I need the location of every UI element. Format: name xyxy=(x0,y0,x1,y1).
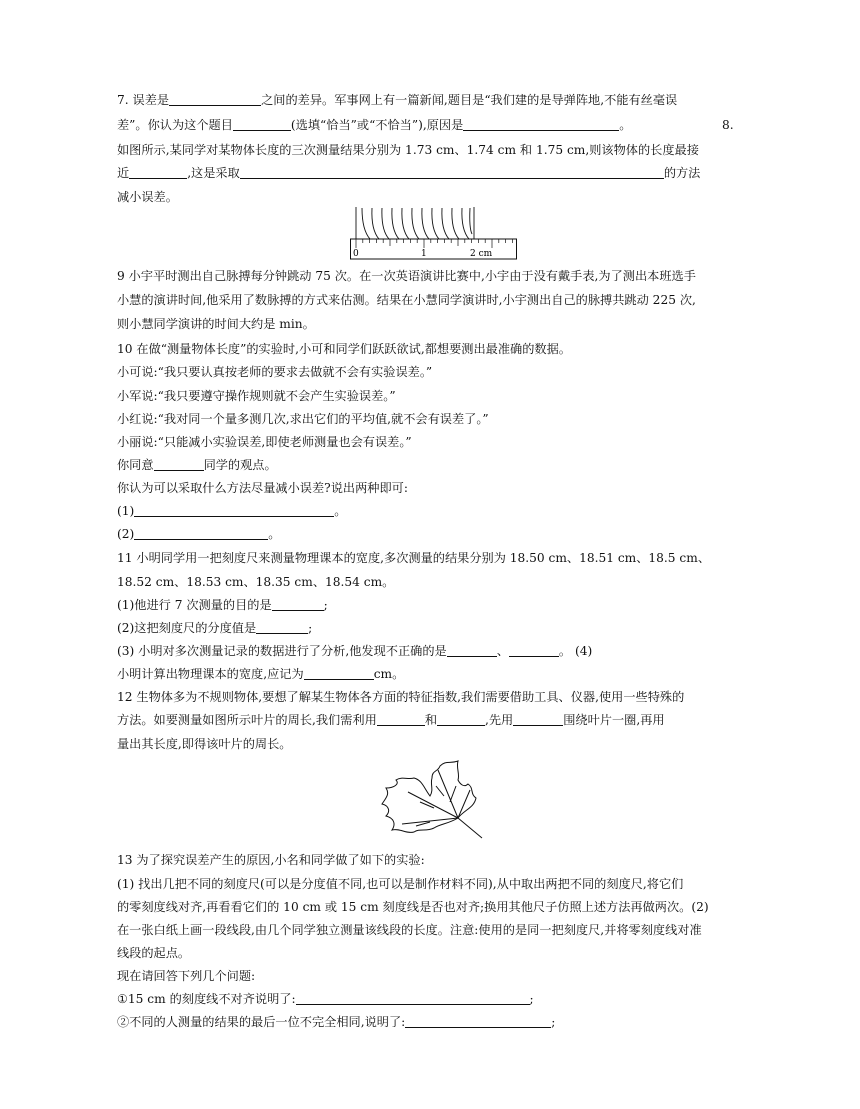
answer-blank[interactable] xyxy=(154,457,204,471)
q8-line-3: 减小误差。 xyxy=(117,190,178,204)
leaf-stem xyxy=(458,818,482,838)
q10-line-5: 小丽说:“只能减小实验误差,即使老师测量也会有误差。” xyxy=(117,435,412,449)
answer-blank[interactable] xyxy=(509,643,559,657)
q11-line-4: (2)这把刻度尺的分度值是 ; xyxy=(117,621,313,635)
q10-line-6: 你同意 同学的观点。 xyxy=(117,458,277,472)
q10-line-9: (2) 。 xyxy=(117,527,281,541)
answer-blank[interactable] xyxy=(437,712,485,726)
q13-line-7: ①15 cm 的刻度线不对齐说明了: ; xyxy=(117,992,534,1006)
q7-text: 7. 误差是 xyxy=(117,93,170,107)
q13-line-4: 在一张白纸上画一段线段,由几个同学独立测量该线段的长度。注意:使用的是同一把刻度尺,并将零刻度线对准 xyxy=(117,923,702,937)
answer-blank[interactable] xyxy=(134,503,334,517)
q11-line-5: (3) 小明对多次测量记录的数据进行了分析,他发现不正确的是 、 。 (4) xyxy=(117,644,593,658)
q10-line-4: 小红说:“我对同一个量多测几次,求出它们的平均值,就不会有误差了。” xyxy=(117,412,489,426)
q10-line-1: 10 在做“测量物体长度”的实验时,小可和同学们跃跃欲试,都想要测出最准确的数据。 xyxy=(117,342,571,356)
q8-line-1: 如图所示,某同学对某物体长度的三次测量结果分别为 1.73 cm、1.74 cm 和 1.75 cm,则该物体的长度最接 xyxy=(117,143,699,157)
q9-line-2: 小慧的演讲时间,他采用了数脉搏的方式来估测。结果在小慧同学演讲时,小宇测出自己的脉搏共跳动 225 次, xyxy=(117,293,696,307)
answer-blank[interactable] xyxy=(447,643,497,657)
q8-line-2: 近 ,这是采取 的方法 xyxy=(117,166,701,180)
answer-blank[interactable] xyxy=(129,165,187,179)
q13-line-5: 线段的起点。 xyxy=(117,946,191,960)
q11-line-2: 18.52 cm、18.53 cm、18.35 cm、18.54 cm。 xyxy=(117,575,395,589)
leaf-figure xyxy=(378,758,486,844)
answer-blank[interactable] xyxy=(513,712,563,726)
q10-line-3: 小军说:“我只要遵守操作规则就不会产生实验误差。” xyxy=(117,389,396,403)
q7-line-2: 差”。你认为这个题目 (选填“恰当”或“不恰当”),原因是 。 8. xyxy=(117,118,734,132)
q8-number: 8. xyxy=(722,118,734,132)
measured-object-lines xyxy=(356,207,474,239)
ruler-tick-label-0: 0 xyxy=(353,249,359,259)
q9-line-3: 则小慧同学演讲的时间大约是 min。 xyxy=(117,317,315,331)
q7-line-1 xyxy=(117,92,677,109)
ruler-tick-label-1: 1 xyxy=(421,249,427,259)
q10-line-8: (1) 。 xyxy=(117,504,347,518)
q11-line-1: 11 小明同学用一把刻度尺来测量物理课本的宽度,多次测量的结果分别为 18.50 cm、18.51 cm、18.5 cm、 xyxy=(117,551,711,565)
q13-line-6: 现在请回答下列几个问题: xyxy=(117,969,256,983)
q10-line-2: 小可说:“我只要认真按老师的要求去做就不会有实验误差。” xyxy=(117,365,433,379)
answer-blank[interactable] xyxy=(256,620,308,634)
q11-line-3: (1)他进行 7 次测量的目的是 ; xyxy=(117,598,328,612)
ruler-tick-label-2: 2 cm xyxy=(470,249,493,259)
answer-blank[interactable] xyxy=(169,92,261,106)
q7-text: 之间的差异。军事网上有一篇新闻,题目是“我们建的是导弹阵地,不能有丝毫误 xyxy=(261,93,678,107)
q12-line-3: 量出其长度,即得该叶片的周长。 xyxy=(117,737,292,751)
q13-line-2: (1) 找出几把不同的刻度尺(可以是分度值不同,也可以是制作材料不同),从中取出两把不同的刻度尺,将它们 xyxy=(117,877,684,891)
q11-line-6: 小明计算出物理课本的宽度,应记为 cm。 xyxy=(117,667,405,681)
q13-line-1: 13 为了探究误差产生的原因,小名和同学做了如下的实验: xyxy=(117,853,425,867)
answer-blank[interactable] xyxy=(296,991,530,1005)
q9-line-1: 9 小宇平时测出自己脉搏每分钟跳动 75 次。在一次英语演讲比赛中,小宇由于没有戴手表,为了测出本班选手 xyxy=(117,269,696,283)
answer-blank[interactable] xyxy=(463,117,619,131)
ruler-figure xyxy=(350,204,518,260)
answer-blank[interactable] xyxy=(405,1014,551,1028)
q12-line-2: 方法。如要测量如图所示叶片的周长,我们需利用 和 ,先用 围绕叶片一圈,再用 xyxy=(117,713,665,727)
answer-blank[interactable] xyxy=(272,597,324,611)
q13-line-3: 的零刻度线对齐,再看看它们的 10 cm 或 15 cm 刻度线是否也对齐;换用其他尺子仿照上述方法再做两次。(2) xyxy=(117,900,709,914)
answer-blank[interactable] xyxy=(240,165,664,179)
q12-line-1: 12 生物体多为不规则物体,要想了解某生物体各方面的特征指数,我们需要借助工具、仪器,使用一些特殊的 xyxy=(117,690,685,704)
answer-blank[interactable] xyxy=(233,117,291,131)
answer-blank[interactable] xyxy=(134,526,268,540)
q13-line-8: ②不同的人测量的结果的最后一位不完全相同,说明了: ; xyxy=(117,1015,556,1029)
answer-blank[interactable] xyxy=(377,712,425,726)
answer-blank[interactable] xyxy=(304,666,374,680)
q10-line-7: 你认为可以采取什么方法尽量减小误差?说出两种即可: xyxy=(117,481,408,495)
